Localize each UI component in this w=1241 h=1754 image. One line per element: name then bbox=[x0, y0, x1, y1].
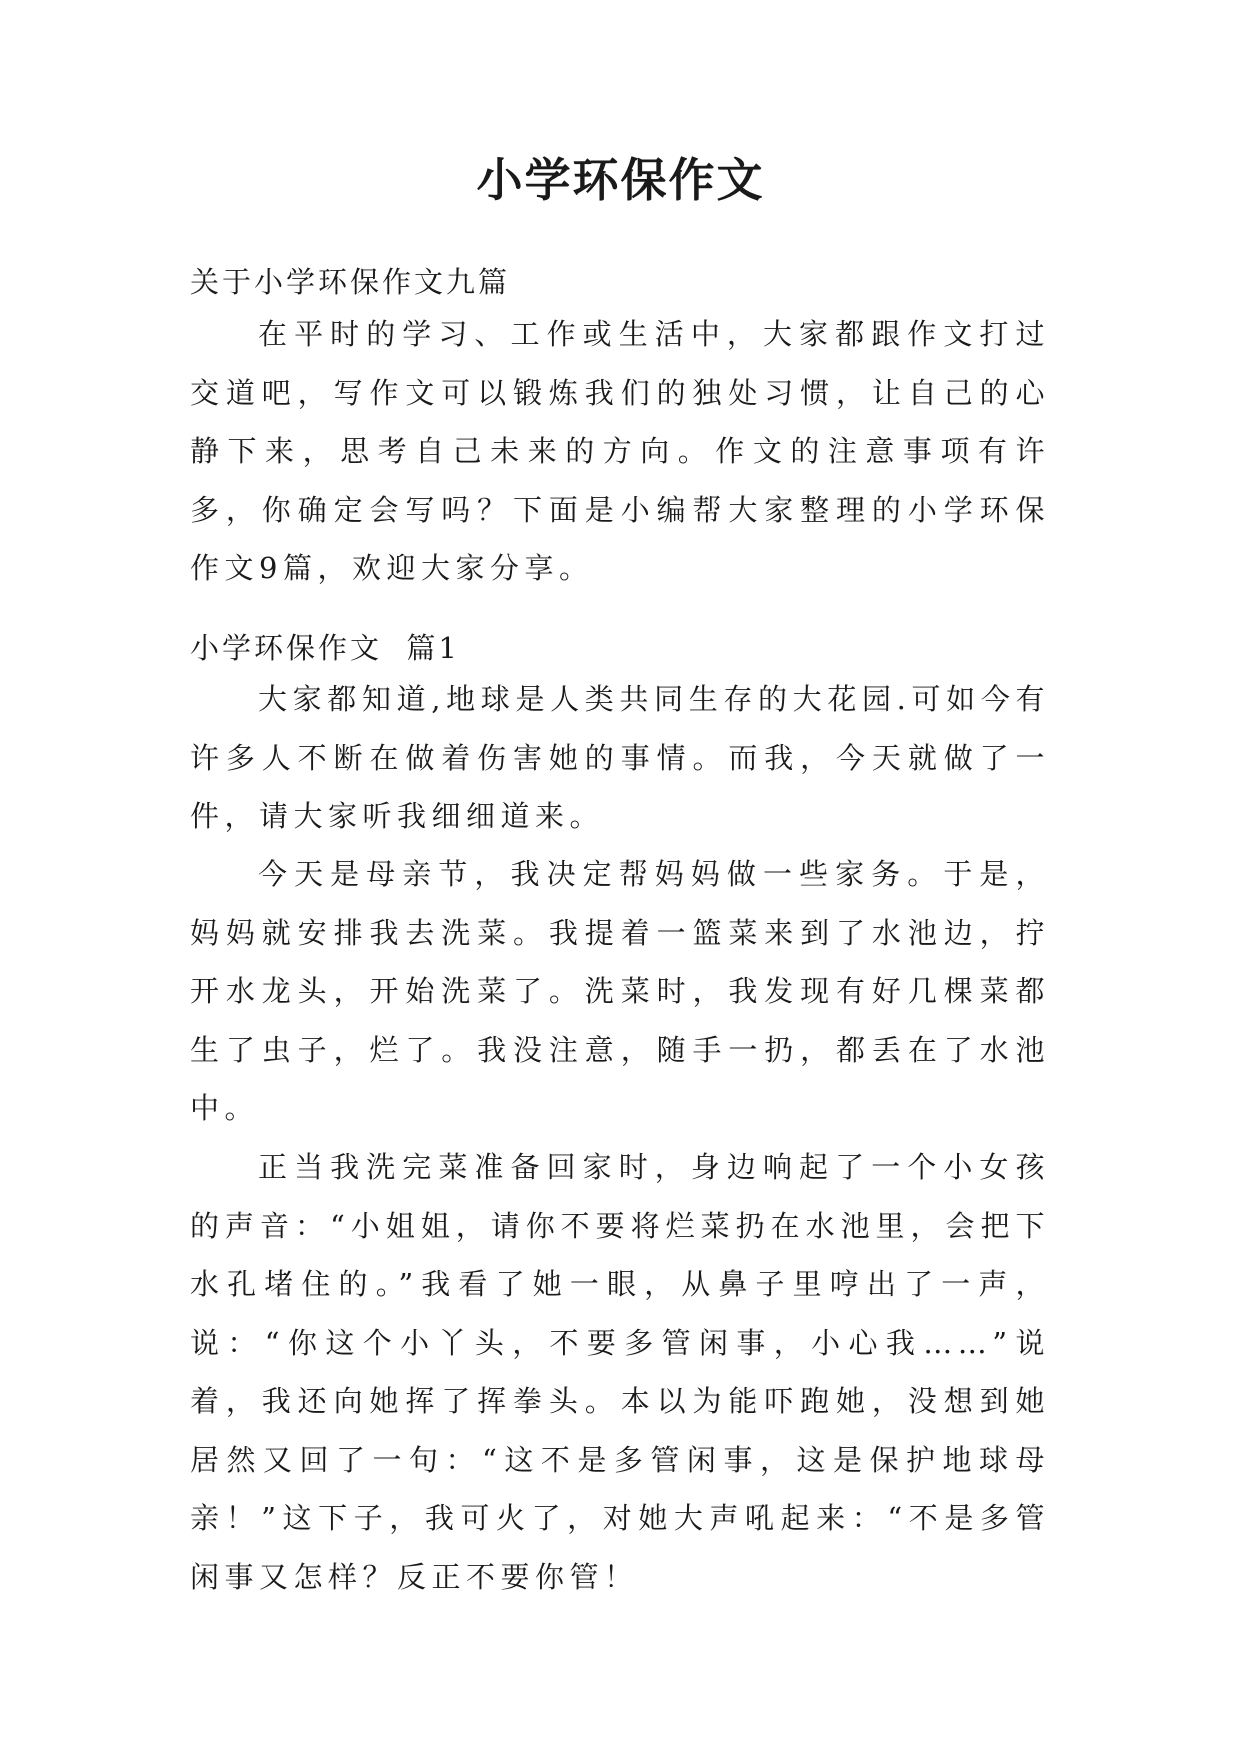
page-title: 小学环保作文 bbox=[476, 153, 765, 207]
body-paragraph-3: 正当我洗完菜准备回家时，身边响起了一个小女孩的声音：“小姐姐，请你不要将烂菜扔在水池里，会把下水孔堵住的。”我看了她一眼，从鼻子里哼出了一声，说：“你这个小丫头，不要多管闲事，小心我……”说着，我还向她挥了挥拳头。本以为能吓跑她，没想到她居然又回了一句：“这不是多管闲事，这是保护地球母亲！”这下子，我可火了，对她大声吼起来：“不是多管闲事又怎样？反正不要你管！ bbox=[190, 1150, 1050, 1594]
subtitle: 关于小学环保作文九篇 bbox=[190, 265, 511, 299]
body-paragraph-2: 今天是母亲节，我决定帮妈妈做一些家务。于是，妈妈就安排我去洗菜。我提着一篮菜来到了水池边，拧开水龙头，开始洗菜了。洗菜时，我发现有好几棵菜都生了虫子，烂了。我没注意，随手一扔，都丢在了水池中。 bbox=[190, 857, 1050, 1125]
body-paragraph-1: 大家都知道,地球是人类共同生存的大花园.可如今有许多人不断在做着伤害她的事情。而我，今天就做了一件，请大家听我细细道来。 bbox=[190, 682, 1050, 833]
section-heading: 小学环保作文 篇1 bbox=[190, 631, 460, 665]
intro-paragraph: 在平时的学习、工作或生活中，大家都跟作文打过交道吧，写作文可以锻炼我们的独处习惯，让自己的心静下来，思考自己未来的方向。作文的注意事项有许多，你确定会写吗？下面是小编帮大家整理的小学环保作文9篇，欢迎大家分享。 bbox=[190, 317, 1050, 585]
